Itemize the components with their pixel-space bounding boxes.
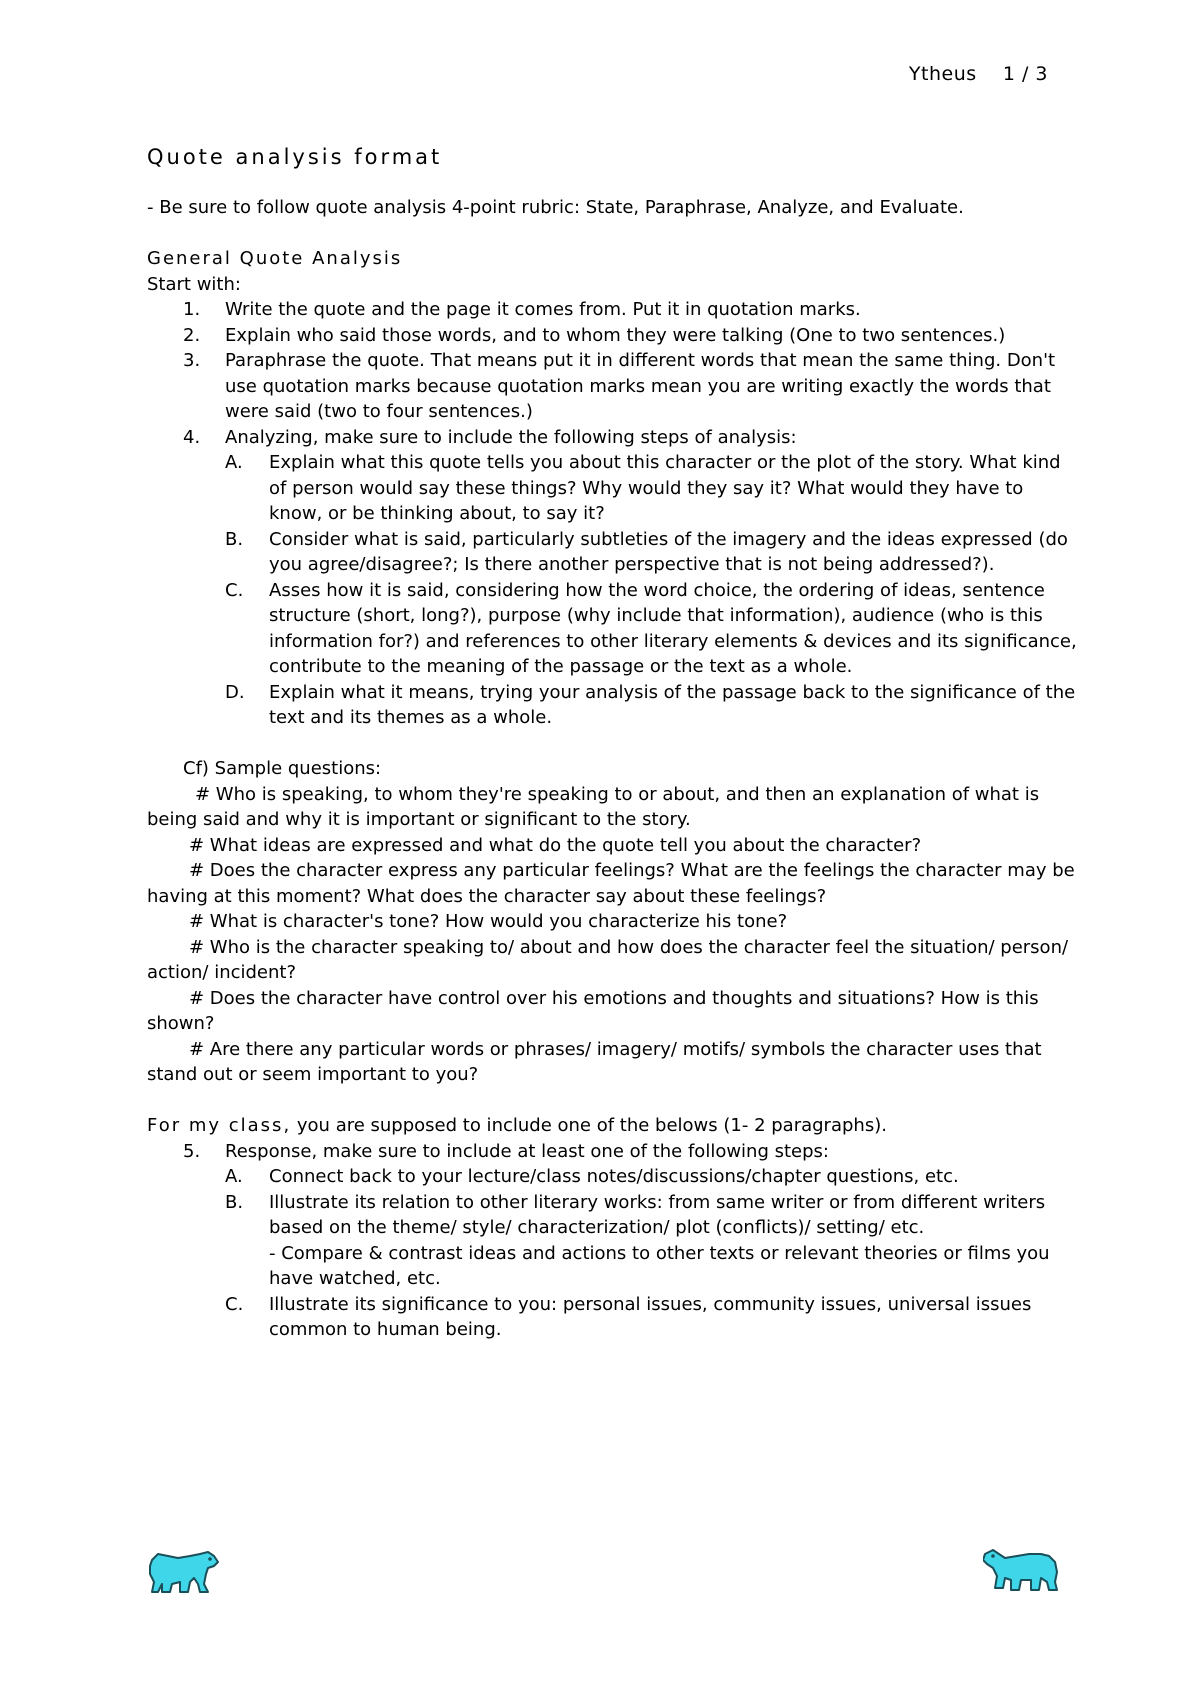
list-item: 5. Response, make sure to include at least one of the following steps: A. Connect back to your lecture/class notes/discussions/chapter questions, etc. B. Illustrate its relation to other literary works: from same writer or from different writers based on the theme/ style/ characterization/ plot (conflicts)/ setting/ etc. - Compare & contrast ideas and actions to other texts or relevant theories or films you have watched, etc. C. Illustrate its significance to you: personal issues, community issues, universal issues common to human being. <box>147 1139 1077 1343</box>
sample-question: # Who is the character speaking to/ about and how does the character feel the situation/ person/ action/ incident? <box>147 936 1069 983</box>
list-item: 1. Write the quote and the page it comes from. Put it in quotation marks. <box>183 299 861 320</box>
rubric-intro: - Be sure to follow quote analysis 4-point rubric: State, Paraphrase, Analyze, and Evaluate. <box>147 196 964 218</box>
response-steps-list <box>147 1139 1077 1343</box>
list-item: C. Asses how it is said, considering how the word choice, the ordering of ideas, sentence structure (short, long?), purpose (why include that information), audience (who is this information for?) and references to other literary elements & devices and its significance, contribute to the meaning of the passage or the text as a whole. <box>225 579 1077 677</box>
header-author: Ytheus <box>908 63 977 85</box>
general-steps-list <box>147 297 1077 731</box>
sample-question: # Does the character express any particular feelings? What are the feelings the character may be having at this moment? What does the character say about these feelings? <box>147 860 1075 907</box>
list-item: C. Illustrate its significance to you: personal issues, community issues, universal issues common to human being. <box>225 1293 1032 1340</box>
sample-question: # What ideas are expressed and what do the quote tell you about the character? <box>189 834 922 856</box>
sample-question: # What is character's tone? How would you characterize his tone? <box>189 911 788 932</box>
general-heading: General Quote Analysis <box>147 248 403 269</box>
sample-question: # Who is speaking, to whom they're speaking to or about, and then an explanation of what is being said and why it is important or significant to the story. <box>147 783 1040 830</box>
sample-questions-heading: Cf) Sample questions: <box>183 758 382 779</box>
page-header <box>909 62 1048 88</box>
analysis-substeps-list <box>225 450 1077 731</box>
document-body <box>147 145 1077 1343</box>
start-label: Start with: <box>147 273 241 295</box>
list-item: B. Illustrate its relation to other literary works: from same writer or from different writers based on the theme/ style/ characterization/ plot (conflicts)/ setting/ etc. - Compare & contrast ideas and actions to other texts or relevant theories or films you have watched, etc. <box>225 1191 1050 1289</box>
bear-icon <box>148 1548 220 1596</box>
sample-question: # Are there any particular words or phrases/ imagery/ motifs/ symbols the character uses that stand out or seem important to you? <box>147 1038 1042 1085</box>
sample-question: # Does the character have control over his emotions and thoughts and situations? How is this shown? <box>147 987 1039 1034</box>
list-item: A. Explain what this quote tells you about this character or the plot of the story. What kind of person would say these things? Why would they say it? What would they have to know, or be thinking about, to say it? <box>225 452 1061 524</box>
list-item: D. Explain what it means, trying your analysis of the passage back to the significance of the text and its themes as a whole. <box>225 681 1076 728</box>
class-requirement <box>147 1113 1077 1139</box>
bear-icon <box>983 1548 1059 1594</box>
document-title: Quote analysis format <box>147 145 443 169</box>
class-lead: For my class, <box>147 1115 292 1136</box>
class-rest: you are supposed to include one of the belows (1- 2 paragraphs). <box>291 1115 887 1136</box>
list-item: 3. Paraphrase the quote. That means put it in different words that mean the same thing. Don't use quotation marks because quotation marks mean you are writing exactly the words that were said (two to four sentences.) <box>183 350 1056 422</box>
list-item: B. Consider what is said, particularly subtleties of the imagery and the ideas expressed (do you agree/disagree?; Is there another perspective that is not being addressed?). <box>225 528 1068 575</box>
list-item: 4. Analyzing, make sure to include the following steps of analysis: A. Explain what this quote tells you about this character or the plot of the story. What kind of person would say these things? Why would they say it? What would they have to know, or be thinking about, to say it? B. Consider what is said, particularly subtleties of the imagery and the ideas expressed (do you agree/disagree?; Is there another perspective that is not being addressed?). C. Asses how it is said, considering how the word choice, the ordering of ideas, sentence structure (short, long?), purpose (why include that information), audience (who is this information for?) and references to other literary elements & devices and its significance, contribute to the meaning of the passage or the text as a whole. D. Explain what it means, trying your analysis of the passage back to the significance of the text and its themes as a whole. <box>147 425 1077 731</box>
list-item: A. Connect back to your lecture/class notes/discussions/chapter questions, etc. <box>225 1166 959 1187</box>
response-substeps-list <box>225 1164 1077 1343</box>
header-page-number: 1 / 3 <box>1002 63 1048 85</box>
list-item: 2. Explain who said those words, and to whom they were talking (One to two sentences.) <box>183 324 1006 346</box>
